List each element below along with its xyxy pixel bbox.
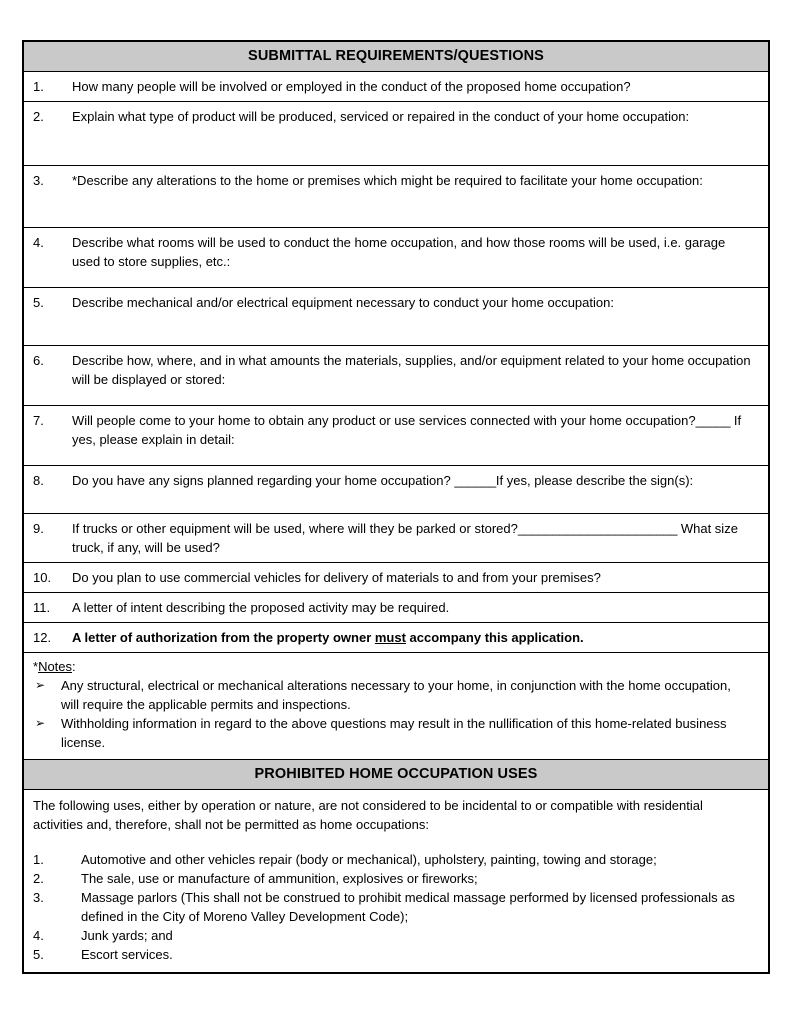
question-row-9	[24, 514, 768, 563]
notes-colon: :	[72, 659, 76, 674]
question-number: 5.	[33, 295, 44, 310]
arrowhead-bullet-icon: ➢	[35, 716, 46, 730]
question-text: A letter of intent describing the proposed activity may be required.	[72, 600, 450, 615]
question-text: Describe how, where, and in what amounts the materials, supplies, and/or equipment related to your home occupation will be displayed or stored:	[72, 353, 751, 387]
list-item	[33, 888, 758, 926]
arrowhead-bullet-icon: ➢	[35, 678, 46, 692]
question-text-after: accompany this application.	[405, 630, 584, 645]
question-text-before: A letter of authorization from the property owner	[72, 630, 375, 645]
notes-asterisk: *	[33, 659, 39, 674]
list-item-number: 3.	[33, 890, 44, 905]
question-text: How many people will be involved or employed in the conduct of the proposed home occupation?	[72, 79, 631, 94]
list-item-text: The sale, use or manufacture of ammunition, explosives or fireworks;	[81, 871, 478, 886]
submittal-requirements-table	[22, 40, 770, 974]
list-item-text: Junk yards; and	[81, 928, 173, 943]
question-number: 8.	[33, 473, 44, 488]
question-text	[72, 519, 760, 557]
list-item-text: Automotive and other vehicles repair (body or mechanical), upholstery, painting, towing and storage;	[81, 852, 657, 867]
prohibited-intro-text: The following uses, either by operation or nature, are not considered to be incidental to or compatible with residential activities and, therefore, shall not be permitted as home occupations:	[33, 798, 703, 832]
question-text: Do you plan to use commercial vehicles for delivery of materials to and from your premises?	[72, 570, 601, 585]
question-emphasis: must	[374, 630, 406, 645]
question-text	[72, 411, 760, 449]
notes-label: Notes	[38, 659, 73, 674]
question-row-3	[24, 166, 768, 228]
question-number: 9.	[33, 521, 44, 536]
prohibited-uses-section	[24, 790, 768, 972]
question-number: 7.	[33, 413, 44, 428]
question-text: Explain what type of product will be produced, serviced or repaired in the conduct of your home occupation:	[72, 109, 690, 124]
question-row-1	[24, 72, 768, 102]
question-text	[72, 471, 760, 490]
question-row-7	[24, 406, 768, 466]
notes-title	[33, 657, 758, 676]
note-text: Any structural, electrical or mechanical alterations necessary to your home, in conjunction with the home occupation, will require the applicable permits and inspections.	[61, 678, 731, 712]
question-text-after: If yes, please describe the sign(s):	[495, 473, 694, 488]
question-row-10	[24, 563, 768, 593]
question-number: 2.	[33, 109, 44, 124]
question-text	[72, 628, 760, 647]
question-text-after: If yes, please explain in detail:	[72, 413, 742, 447]
list-item-text: Massage parlors (This shall not be construed to prohibit medical massage performed by licensed professionals as defined in the City of Moreno Valley Development Code);	[81, 890, 735, 924]
fill-in-blank[interactable]: ______	[454, 473, 496, 488]
question-number: 1.	[33, 79, 44, 94]
list-item-number: 4.	[33, 928, 44, 943]
question-text: *Describe any alterations to the home or premises which might be required to facilitate your home occupation:	[72, 173, 703, 188]
question-text-before: If trucks or other equipment will be used, where will they be parked or stored?	[72, 521, 518, 536]
question-number: 6.	[33, 353, 44, 368]
question-text: Describe mechanical and/or electrical equipment necessary to conduct your home occupation:	[72, 295, 614, 310]
fill-in-blank[interactable]: _______________________	[517, 521, 678, 536]
list-item-text: Escort services.	[81, 947, 173, 962]
list-item	[33, 945, 758, 964]
question-text-before: Will people come to your home to obtain any product or use services connected with your home occupation?	[72, 413, 696, 428]
question-number: 3.	[33, 173, 44, 188]
list-item	[33, 926, 758, 945]
question-number: 4.	[33, 235, 44, 250]
fill-in-blank[interactable]: _____	[695, 413, 731, 428]
section-heading-submittal: SUBMITTAL REQUIREMENTS/QUESTIONS	[24, 42, 768, 72]
list-item	[33, 869, 758, 888]
question-row-12	[24, 623, 768, 653]
note-list-item	[33, 676, 758, 714]
list-item-number: 5.	[33, 947, 44, 962]
section-heading-prohibited: PROHIBITED HOME OCCUPATION USES	[24, 759, 768, 790]
prohibited-uses-list	[33, 850, 758, 964]
question-row-4	[24, 228, 768, 288]
list-item-number: 1.	[33, 852, 44, 867]
question-row-5	[24, 288, 768, 346]
list-item-number: 2.	[33, 871, 44, 886]
question-text-after: What size truck, if any, will be used?	[72, 521, 738, 555]
question-row-2	[24, 102, 768, 166]
question-row-11	[24, 593, 768, 623]
notes-section	[24, 653, 768, 759]
question-number: 10.	[33, 570, 52, 585]
question-row-8	[24, 466, 768, 514]
list-item	[33, 850, 758, 869]
question-row-6	[24, 346, 768, 406]
note-list-item	[33, 714, 758, 752]
question-text-before: Do you have any signs planned regarding your home occupation?	[72, 473, 455, 488]
question-text: Describe what rooms will be used to conduct the home occupation, and how those rooms will be used, i.e. garage used to store supplies, etc.:	[72, 235, 726, 269]
question-number: 12.	[33, 630, 52, 645]
question-number: 11.	[33, 600, 51, 615]
note-text: Withholding information in regard to the above questions may result in the nullification of this home-related business license.	[61, 716, 727, 750]
